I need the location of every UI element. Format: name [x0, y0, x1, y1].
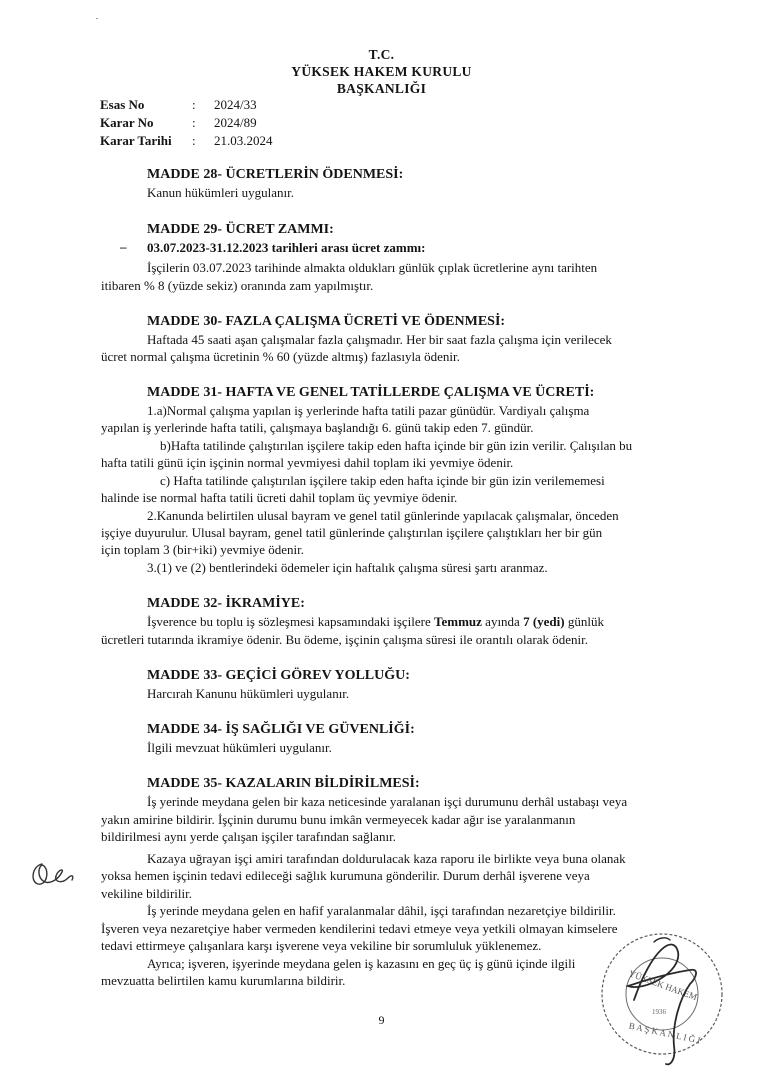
article-30-line: ücret normal çalışma ücretinin % 60 (yüzde altmış) fazlasıyla ödenir.	[101, 349, 460, 364]
article-31-line: c) Hafta tatilinde çalıştırılan işçilere takip eden hafta içinde bir gün izin verilememesi	[160, 473, 605, 488]
article-33-text: Harcırah Kanunu hükümleri uygulanır.	[147, 686, 350, 701]
text-run-bold: Temmuz	[434, 614, 482, 629]
meta-colon: :	[192, 115, 196, 130]
article-33-title: MADDE 33- GEÇİCİ GÖREV YOLLUĞU:	[147, 668, 410, 683]
article-31-line: 2.Kanunda belirtilen ulusal bayram ve genel tatil günlerinde yapılacak çalışmalar, önceden	[147, 508, 619, 523]
article-32-line: ücretleri tutarında ikramiye ödenir. Bu ödeme, işçinin çalışma süresi ile orantılı olarak ödenir.	[101, 632, 588, 647]
meta-decision-date	[100, 133, 273, 149]
meta-value: 21.03.2024	[214, 133, 273, 148]
article-35-title: MADDE 35- KAZALARIN BİLDİRİLMESİ:	[147, 776, 420, 791]
meta-value: 2024/33	[214, 97, 257, 112]
article-31-line: halinde ise normal hafta tatili ücreti dahil toplam üç yevmiye ödenir.	[101, 490, 458, 505]
article-31-line: yapılan iş yerlerinde hafta tatili, çalışmaya başlandığı 6. günü takip eden 7. gündür.	[101, 420, 534, 435]
article-35-line: mevzuatta belirtilen kamu kurumlarına bildirir.	[101, 973, 346, 988]
article-30-line: Haftada 45 saati aşan çalışmalar fazla çalışmadır. Her bir saat fazla çalışma için verilecek	[147, 332, 612, 347]
article-31-line: hafta tatili günü için işçinin normal yevmiyesi dahil toplam iki yevmiye ödenir.	[101, 455, 514, 470]
svg-text:B A Ş K A N L I Ğ I: B A Ş K A N L I Ğ I	[627, 1020, 702, 1046]
article-35-line: İşveren veya nezaretçiye haber vermeden kendilerini tedavi etmeye veya yetkili olmayan kimselere	[101, 921, 618, 936]
svg-text:1936: 1936	[652, 1008, 666, 1016]
article-31-line: b)Hafta tatilinde çalıştırılan işçilere takip eden hafta içinde bir gün izin verilir. Çalışılan bu	[160, 438, 633, 453]
article-32-line	[147, 614, 604, 630]
official-seal-icon	[594, 928, 734, 1070]
header-tc: T.C.	[368, 47, 395, 62]
page-number: 9	[378, 1013, 385, 1027]
meta-label: Karar Tarihi	[100, 133, 172, 148]
article-31-line: 3.(1) ve (2) bentlerindeki ödemeler için haftalık çalışma süresi şartı aranmaz.	[147, 560, 548, 575]
header-presidency: BAŞKANLIĞI	[336, 81, 427, 96]
meta-label: Karar No	[100, 115, 154, 130]
article-35-line: tedavi ettirmeye çalışanlara karşı işverene veya vekiline bir sorumluluk yüklenemez.	[101, 938, 542, 953]
svg-text:YÜKSEK HAKEM: YÜKSEK HAKEM	[627, 968, 699, 1003]
article-28-text: Kanun hükümleri uygulanır.	[147, 185, 294, 200]
text-run: İşverence bu toplu iş sözleşmesi kapsamındaki işçilere	[147, 614, 435, 629]
scan-speck	[96, 18, 98, 19]
article-29-line: itibaren % 8 (yüzde sekiz) oranında zam yapılmıştır.	[101, 278, 374, 293]
article-31-line: işçiye duyurulur. Ulusal bayram, genel tatil günlerinde çalıştırılan işçilere çalıştıkları her bir gün	[101, 525, 603, 540]
article-35-line: İş yerinde meydana gelen bir kaza neticesinde yaralanan işçi durumunu derhâl ustabaşı veya	[147, 794, 628, 809]
article-29-title: MADDE 29- ÜCRET ZAMMI:	[147, 222, 334, 237]
article-31-line: 1.a)Normal çalışma yapılan iş yerlerinde hafta tatili pazar günüdür. Vardiyalı çalışma	[147, 403, 590, 418]
meta-value: 2024/89	[214, 115, 257, 130]
article-35-line: yoksa hemen işçinin tedavi edileceği sağlık kurumuna gönderilir. Durum derhâl işverene veya	[101, 868, 590, 883]
meta-colon: :	[192, 97, 196, 112]
article-30-title: MADDE 30- FAZLA ÇALIŞMA ÜCRETİ VE ÖDENMESİ:	[147, 314, 506, 329]
article-31-title: MADDE 31- HAFTA VE GENEL TATİLLERDE ÇALIŞMA VE ÜCRETİ:	[147, 385, 595, 400]
article-32-title: MADDE 32- İKRAMİYE:	[147, 596, 305, 611]
list-dash: –	[120, 239, 127, 254]
meta-colon: :	[192, 133, 196, 148]
article-35-line: Kazaya uğrayan işçi amiri tarafından doldurulacak kaza raporu ile birlikte veya buna olanak	[147, 851, 626, 866]
text-run: ayında	[481, 614, 524, 629]
meta-label: Esas No	[100, 97, 145, 112]
article-35-line: bildirilmesi aynı yerde çalışan işçiler tarafından sağlanır.	[101, 829, 396, 844]
article-35-line: vekiline bildirilir.	[101, 886, 192, 901]
text-run-bold: 7 (yedi)	[523, 614, 565, 629]
header-institution: YÜKSEK HAKEM KURULU	[291, 64, 472, 79]
initials-signature-icon	[28, 858, 78, 892]
article-35-line: İş yerinde meydana gelen en hafif yaralanmalar dâhil, işçi tarafından nezaretçiye bildirilir.	[147, 903, 616, 918]
article-28-title: MADDE 28- ÜCRETLERİN ÖDENMESİ:	[147, 167, 404, 182]
article-34-text: İlgili mevzuat hükümleri uygulanır.	[147, 740, 332, 755]
article-35-line: yakın amirine bildirir. İşçinin durumu bunu imkân vermeyecek kadar ağır ise yaralanmanın	[101, 812, 576, 827]
text-run: günlük	[564, 614, 604, 629]
article-31-line: için toplam 3 (bir+iki) yevmiye ödenir.	[101, 542, 305, 557]
article-29-line: İşçilerin 03.07.2023 tarihinde almakta oldukları günlük çıplak ücretlerine aynı tarihten	[147, 260, 598, 275]
article-35-line: Ayrıca; işveren, işyerinde meydana gelen iş kazasını en geç üç iş günü içinde ilgili	[147, 956, 576, 971]
meta-decision-no	[100, 115, 257, 131]
article-34-title: MADDE 34- İŞ SAĞLIĞI VE GÜVENLİĞİ:	[147, 722, 415, 737]
meta-case-no	[100, 97, 257, 113]
article-29-subtitle: 03.07.2023-31.12.2023 tarihleri arası ücret zammı:	[147, 240, 426, 255]
